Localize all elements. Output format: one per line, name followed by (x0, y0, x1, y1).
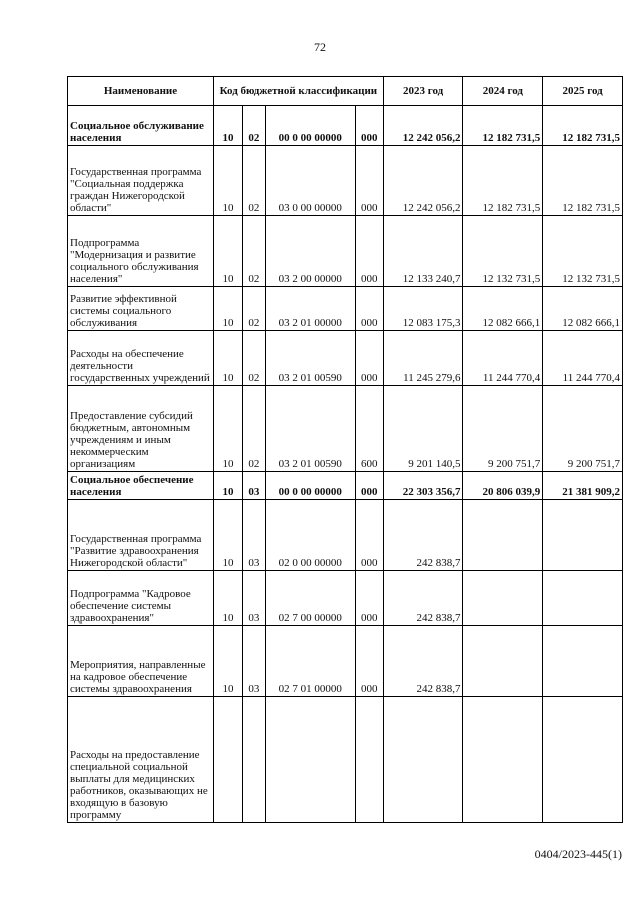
row-section: 10 (213, 106, 242, 146)
page-number: 72 (314, 40, 326, 54)
row-subsection: 03 (242, 472, 265, 500)
row-value-2023: 12 242 056,2 (383, 106, 463, 146)
row-section: 10 (213, 287, 242, 331)
row-expense-type (355, 697, 383, 823)
row-name: Предоставление субсидий бюджетным, автономным учреждениям и иным некоммерческим организациям (68, 386, 214, 472)
row-expense-type: 600 (355, 386, 383, 472)
row-value-2024 (463, 571, 543, 626)
row-value-2024: 12 132 731,5 (463, 216, 543, 287)
row-target-code: 02 7 01 00000 (265, 626, 355, 697)
row-section: 10 (213, 216, 242, 287)
row-value-2024: 20 806 039,9 (463, 472, 543, 500)
row-expense-type: 000 (355, 287, 383, 331)
header-2024: 2024 год (463, 77, 543, 106)
row-subsection: 03 (242, 500, 265, 571)
row-name: Подпрограмма "Кадровое обеспечение системы здравоохранения" (68, 571, 214, 626)
row-value-2024: 11 244 770,4 (463, 331, 543, 386)
row-value-2023: 9 201 140,5 (383, 386, 463, 472)
row-value-2025: 12 132 731,5 (543, 216, 623, 287)
table-row (68, 331, 623, 386)
header-2025: 2025 год (543, 77, 623, 106)
table-row (68, 216, 623, 287)
row-name: Мероприятия, направленные на кадровое обеспечение системы здравоохранения (68, 626, 214, 697)
row-value-2025 (543, 697, 623, 823)
table-row (68, 571, 623, 626)
row-target-code: 03 2 00 00000 (265, 216, 355, 287)
row-value-2024: 9 200 751,7 (463, 386, 543, 472)
row-value-2023: 12 133 240,7 (383, 216, 463, 287)
row-name: Подпрограмма "Модернизация и развитие социального обслуживания населения" (68, 216, 214, 287)
row-value-2025 (543, 626, 623, 697)
row-value-2025: 12 182 731,5 (543, 106, 623, 146)
row-subsection: 02 (242, 331, 265, 386)
header-name: Наименование (68, 77, 214, 106)
table-row (68, 106, 623, 146)
row-value-2023: 242 838,7 (383, 626, 463, 697)
row-target-code: 02 7 00 00000 (265, 571, 355, 626)
table-header-row (68, 77, 623, 106)
row-value-2024 (463, 697, 543, 823)
row-target-code: 03 0 00 00000 (265, 146, 355, 216)
row-value-2024 (463, 626, 543, 697)
row-expense-type: 000 (355, 472, 383, 500)
row-value-2025 (543, 500, 623, 571)
row-target-code: 00 0 00 00000 (265, 106, 355, 146)
row-subsection: 02 (242, 216, 265, 287)
row-subsection: 02 (242, 146, 265, 216)
row-name: Расходы на обеспечение деятельности государственных учреждений (68, 331, 214, 386)
row-name: Государственная программа "Социальная поддержка граждан Нижегородской области" (68, 146, 214, 216)
header-2023: 2023 год (383, 77, 463, 106)
row-value-2025: 9 200 751,7 (543, 386, 623, 472)
row-value-2025: 11 244 770,4 (543, 331, 623, 386)
row-subsection: 03 (242, 626, 265, 697)
table-row (68, 386, 623, 472)
row-value-2025: 12 182 731,5 (543, 146, 623, 216)
row-name: Социальное обеспечение населения (68, 472, 214, 500)
row-target-code (265, 697, 355, 823)
row-subsection: 02 (242, 287, 265, 331)
row-name: Социальное обслуживание населения (68, 106, 214, 146)
row-name: Развитие эффективной системы социального обслуживания (68, 287, 214, 331)
row-section: 10 (213, 146, 242, 216)
row-expense-type: 000 (355, 106, 383, 146)
row-target-code: 02 0 00 00000 (265, 500, 355, 571)
row-value-2025: 12 082 666,1 (543, 287, 623, 331)
row-target-code: 00 0 00 00000 (265, 472, 355, 500)
row-value-2023: 12 083 175,3 (383, 287, 463, 331)
row-value-2025: 21 381 909,2 (543, 472, 623, 500)
document-code: 0404/2023-445(1) (534, 847, 622, 861)
row-section: 10 (213, 500, 242, 571)
row-name: Расходы на предоставление специальной социальной выплаты для медицинских работников, оказывающих не входящую в базовую программу (68, 697, 214, 823)
row-value-2024: 12 182 731,5 (463, 106, 543, 146)
row-subsection: 02 (242, 106, 265, 146)
row-subsection (242, 697, 265, 823)
header-code: Код бюджетной классификации (213, 77, 383, 106)
row-value-2024: 12 082 666,1 (463, 287, 543, 331)
row-value-2023: 11 245 279,6 (383, 331, 463, 386)
table-row (68, 472, 623, 500)
row-expense-type: 000 (355, 500, 383, 571)
row-target-code: 03 2 01 00590 (265, 331, 355, 386)
row-expense-type: 000 (355, 331, 383, 386)
row-name: Государственная программа "Развитие здравоохранения Нижегородской области" (68, 500, 214, 571)
row-expense-type: 000 (355, 146, 383, 216)
row-section: 10 (213, 331, 242, 386)
row-target-code: 03 2 01 00590 (265, 386, 355, 472)
row-expense-type: 000 (355, 626, 383, 697)
budget-table (67, 76, 623, 823)
row-section: 10 (213, 571, 242, 626)
row-target-code: 03 2 01 00000 (265, 287, 355, 331)
row-value-2023: 242 838,7 (383, 500, 463, 571)
row-value-2025 (543, 571, 623, 626)
row-value-2023 (383, 697, 463, 823)
row-section (213, 697, 242, 823)
table-row (68, 697, 623, 823)
row-value-2024: 12 182 731,5 (463, 146, 543, 216)
row-subsection: 03 (242, 571, 265, 626)
row-expense-type: 000 (355, 571, 383, 626)
table-row (68, 626, 623, 697)
table-row (68, 146, 623, 216)
table-row (68, 500, 623, 571)
row-expense-type: 000 (355, 216, 383, 287)
row-section: 10 (213, 626, 242, 697)
row-value-2024 (463, 500, 543, 571)
row-section: 10 (213, 386, 242, 472)
table-row (68, 287, 623, 331)
row-value-2023: 22 303 356,7 (383, 472, 463, 500)
row-section: 10 (213, 472, 242, 500)
row-subsection: 02 (242, 386, 265, 472)
row-value-2023: 12 242 056,2 (383, 146, 463, 216)
row-value-2023: 242 838,7 (383, 571, 463, 626)
